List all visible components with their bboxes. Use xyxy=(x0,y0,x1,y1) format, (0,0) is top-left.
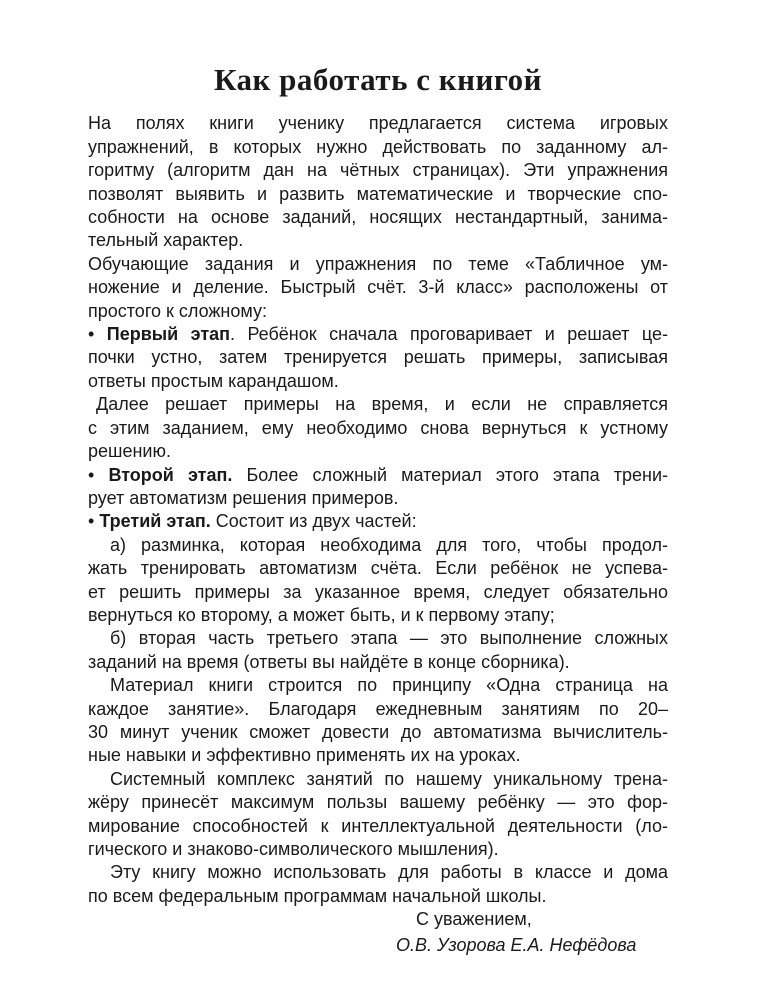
text-line: тельный характер. xyxy=(88,230,244,251)
text-line: позволят выявить и развить математические и творческие спо- xyxy=(88,183,668,204)
bullet: • xyxy=(88,324,95,345)
text-line: горитму (алгоритм дан на чётных страницах). Эти упражнения xyxy=(88,160,668,181)
text-line: рует автоматизм решения примеров. xyxy=(88,487,399,508)
text-line: почки устно, затем тренируется решать примеры, записывая xyxy=(88,347,668,368)
stage-3 xyxy=(88,510,668,674)
stage-2 xyxy=(88,464,668,511)
bullet: • xyxy=(88,511,95,532)
system-paragraph xyxy=(88,768,668,862)
text-line: ет решить примеры за указанное время, следует обязательно xyxy=(88,581,668,602)
text-line: гического и знаково-символического мышления). xyxy=(88,839,499,859)
text-line: каждое занятие». Благодаря ежедневным занятиям по 20– xyxy=(88,698,668,719)
text-line: с этим заданием, ему необходимо снова вернуться к устному xyxy=(88,417,668,438)
text-line: мирование способностей к интеллектуальной деятельности (ло- xyxy=(88,815,668,836)
text-line: решению. xyxy=(88,441,171,462)
stage-3-name: Третий этап. xyxy=(99,511,211,532)
text-line: жать тренировать автоматизм счёта. Если ребёнок не успева- xyxy=(88,558,668,579)
text-line: упражнений, в которых нужно действовать по заданному ал- xyxy=(88,136,668,157)
text-line: а) разминка, которая необходима для того, чтобы продол- xyxy=(110,534,668,555)
text-line: На полях книги ученику предлагается система игровых xyxy=(88,113,668,134)
text-line: Обучающие задания и упражнения по теме «Табличное ум- xyxy=(88,253,668,274)
principle-paragraph xyxy=(88,674,668,768)
stage-3-first-line xyxy=(88,510,668,533)
text-line: ответы простым карандашом. xyxy=(88,370,339,391)
text-line: Эту книгу можно использовать для работы в классе и дома xyxy=(110,862,668,883)
text-line: жёру принесёт максимум пользы вашему ребёнку — это фор- xyxy=(88,792,668,813)
text-line: по всем федеральным программам начальной школы. xyxy=(88,885,547,906)
usage-paragraph xyxy=(88,861,668,908)
stage-1-text: . Ребёнок сначала проговаривает и решает це- xyxy=(230,324,668,345)
text-line: Далее решает примеры на время, и если не справляется xyxy=(96,394,668,415)
topic-paragraph xyxy=(88,253,668,323)
text-line: собности на основе заданий, носящих нестандартный, занима- xyxy=(88,207,668,228)
intro-paragraph xyxy=(88,112,668,252)
text-line: Материал книги строится по принципу «Одна страница на xyxy=(110,675,668,696)
text-line: заданий на время (ответы вы найдёте в конце сборника). xyxy=(88,651,570,672)
stage-1-name: Первый этап xyxy=(106,324,231,345)
page xyxy=(88,62,668,957)
stage-3-text: Состоит из двух частей: xyxy=(210,511,417,532)
text-line: ные навыки и эффективно применять их на уроках. xyxy=(88,745,521,766)
text-line: б) вторая часть третьего этапа — это выполнение сложных xyxy=(110,628,668,649)
text-line: ножение и деление. Быстрый счёт. 3-й класс» расположены от xyxy=(88,277,668,298)
stage-1 xyxy=(88,323,668,463)
signature-regards: С уважением, xyxy=(416,909,532,930)
text-line: вернуться ко второму, а может быть, и к первому этапу; xyxy=(88,604,555,625)
bullet: • xyxy=(88,464,95,485)
stage-1-first-line xyxy=(88,323,668,346)
text-line: Системный комплекс занятий по нашему уникальному трена- xyxy=(110,768,668,789)
stage-2-name: Второй этап. xyxy=(108,464,233,485)
text-line: 30 минут ученик сможет довести до автоматизма вычислитель- xyxy=(88,721,668,742)
signature-authors: О.В. Узорова Е.А. Нефёдова xyxy=(396,934,637,955)
signature xyxy=(88,908,668,957)
text-line: простого к сложному: xyxy=(88,300,267,321)
page-title: Как работать с книгой xyxy=(213,62,543,97)
stage-2-first-line xyxy=(88,464,668,487)
stage-2-text: Более сложный материал этого этапа трени- xyxy=(232,464,668,485)
